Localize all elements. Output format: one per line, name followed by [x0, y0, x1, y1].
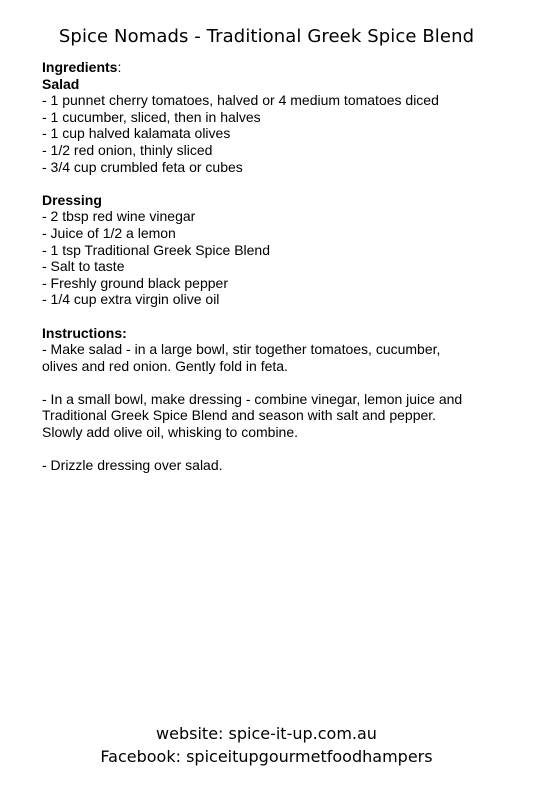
- spacer: [42, 308, 512, 325]
- footer-website: website: spice-it-up.com.au: [156, 724, 377, 743]
- salad-item: - 1 cucumber, sliced, then in halves: [42, 108, 261, 125]
- footer-facebook: Facebook: spiceitupgourmetfoodhampers: [100, 747, 433, 766]
- salad-item: - 3/4 cup crumbled feta or cubes: [42, 158, 243, 175]
- dressing-item: - 2 tbsp red wine vinegar: [42, 208, 196, 225]
- instruction-line: olives and red onion. Gently fold in feta.: [42, 357, 288, 374]
- spacer: [42, 175, 512, 192]
- instructions-heading: Instructions:: [42, 324, 127, 341]
- footer: [0, 722, 533, 768]
- spacer: [42, 441, 512, 458]
- dressing-item: - 1/4 cup extra virgin olive oil: [42, 291, 220, 308]
- spacer: [42, 374, 512, 391]
- instruction-line: Traditional Greek Spice Blend and season with salt and pepper.: [42, 407, 437, 424]
- dressing-item: - 1 tsp Traditional Greek Spice Blend: [42, 241, 271, 258]
- salad-item: - 1 punnet cherry tomatoes, halved or 4 medium tomatoes diced: [42, 92, 439, 109]
- instruction-line: - Drizzle dressing over salad.: [42, 457, 223, 474]
- salad-item: - 1 cup halved kalamata olives: [42, 125, 231, 142]
- instruction-line: Slowly add olive oil, whisking to combine.: [42, 424, 299, 441]
- recipe-content: [42, 59, 512, 474]
- ingredients-heading: [42, 59, 512, 76]
- ingredients-heading-colon: :: [117, 59, 122, 75]
- instruction-line: - Make salad - in a large bowl, stir together tomatoes, cucumber,: [42, 341, 441, 358]
- salad-heading: Salad: [42, 75, 80, 92]
- salad-item: - 1/2 red onion, thinly sliced: [42, 141, 213, 158]
- ingredients-heading-text: Ingredients: [42, 59, 118, 75]
- page-title: Spice Nomads - Traditional Greek Spice Blend: [58, 26, 475, 47]
- dressing-item: - Freshly ground black pepper: [42, 274, 228, 291]
- dressing-heading: Dressing: [42, 191, 102, 208]
- dressing-item: - Juice of 1/2 a lemon: [42, 224, 176, 241]
- instruction-line: - In a small bowl, make dressing - combine vinegar, lemon juice and: [42, 390, 463, 407]
- dressing-item: - Salt to taste: [42, 258, 125, 275]
